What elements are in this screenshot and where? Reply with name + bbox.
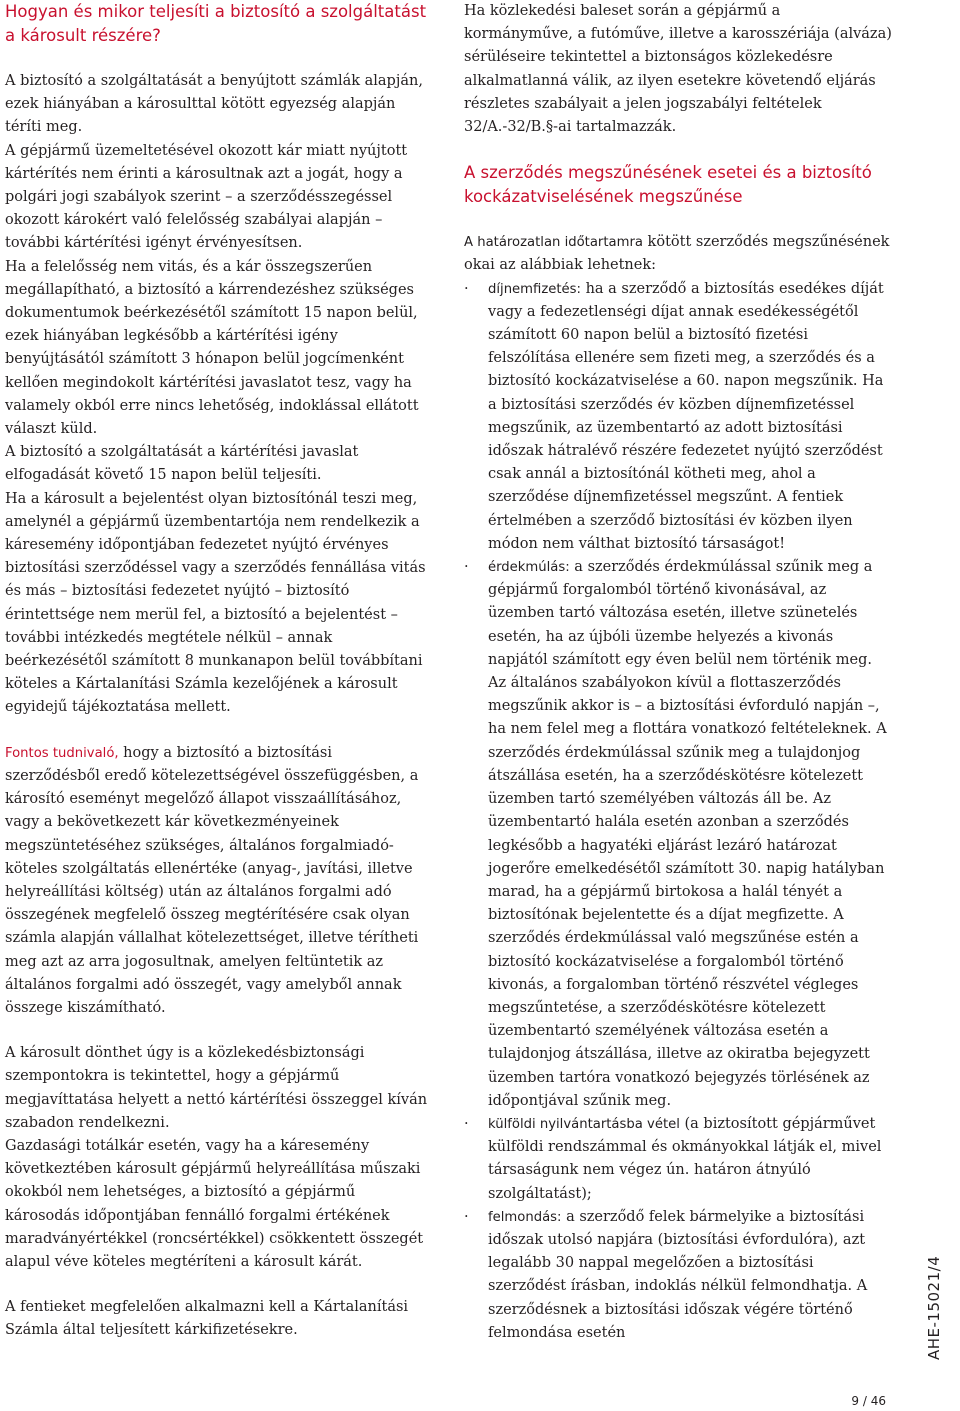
paragraph-important: [5, 742, 430, 1020]
paragraph-basis: A biztosító a szolgáltatását a benyújtott számlák alapján, ezek hiányában a károsulttal kötött egyezség alapján téríti meg.: [5, 73, 423, 136]
left-column: [5, 0, 430, 1343]
termination-list: [464, 278, 892, 1345]
right-column: [464, 0, 892, 1345]
non-payment-label: díjnemfizetés:: [488, 281, 581, 297]
foreign-registration-label: külföldi nyilvántartásba vétel: [488, 1116, 680, 1132]
interest-lapse-text: a szerződés érdekmúlással szűnik meg a gépjármű forgalomból történő kivonásával, az üzemben tartó változása esetén, illetve szünetelés esetén, ha az újbóli üzembe helyezés a kivonás napjától számított egy éven belül nem történik meg.: [488, 559, 873, 668]
cancellation-label: felmondás:: [488, 1209, 562, 1225]
list-item-cancellation: [464, 1206, 892, 1345]
section-heading-termination: A szerződés megszűnésének esetei és a biztosító kockázatviselésének megszűnése: [464, 163, 872, 207]
paragraph-payment-time: A biztosító a szolgáltatását a kártérítési javaslat elfogadását követő 15 napon belül teljesíti.: [5, 444, 359, 484]
interest-lapse-label: érdekmúlás:: [488, 560, 570, 576]
interest-lapse-extra-text: Az általános szabályokon kívül a flottaszerződés megszűnik akkor is – a biztosítási évforduló napján –, ha nem felel meg a flottára vonatkozó feltételeknek. A szerződés érdekmúlással szűnik meg a tulajdonjog átszállása esetén, ha a szerződéskötésre kötelezett üzemben tartó személyében változás áll be. Az üzembentartó halála esetén azonban a szerződés legkésőbb a hagyatéki eljárást lezáró határozat jogerőre emelkedésétől számított 30. napig hatályban marad, ha a gépjármű birtokosa a halál tényét a biztosítónak bejelentette és a díjat megfizette. A szerződés érdekmúlással való megszűnése estén a biztosító kockázatviselése a forgalomból történő kivonás, a forgalomban történő részvétel végleges megszűntetése, a szerződéskötésre kötelezett üzembentartó személyének változása esetén a tulajdonjog átszállása, illetve az okiratba bejegyzett üzemben tartóra vonatkozó bejegyzés törlésének az időpontjával szűnik meg.: [488, 675, 887, 1109]
termination-intro-text: kötött szerződés megszűnésének okai az alábbiak lehetnek:: [464, 234, 890, 274]
paragraph-termination-intro: [464, 231, 892, 277]
paragraph-net-compensation: A károsult dönthet úgy is a közlekedésbiztonsági szempontokra is tekintettel, hogy a gépjármű megjavíttatása helyett a nettó kártérítési összeggel kíván szabadon rendelkezni.: [5, 1045, 428, 1131]
paragraph-forwarding: Ha a károsult a bejelentést olyan biztosítónál teszi meg, amelynél a gépjármű üzembentartója nem rendelkezik a káresemény időpontjában fedezetet nyújtó érvényes biztosítási szerződéssel vagy a szerződés fennállása vitás és más – biztosítási fedezetet nyújtó – biztosító érintettsége nem merül fel, a biztosító a bejelentést – további intézkedés megtétele nélkül – annak beérkezésétől számított 8 munkanapon belül továbbítani köteles a Kártalanítási Számla kezelőjének a károsult egyidejű tájékoztatása mellett.: [5, 490, 426, 716]
list-item-non-payment: [464, 278, 892, 556]
cancellation-text: a szerződő felek bármelyike a biztosítási időszak utolsó napjára (biztosítási évfordulóra), azt legalább 30 nappal megelőzően a biztosítási szerződést írásban, indoklás nélkül felmondhatja. A szerződésnek a biztosítási időszak végére történő felmondása esetén: [488, 1208, 868, 1341]
paragraph-civil-claims: A gépjármű üzemeltetésével okozott kár miatt nyújtott kártérítés nem érinti a károsultnak azt a jogát, hogy a polgári jogi szabályok szerint – a szerződésszegéssel okozott károkért való felelősség szabályai alapján – további kártérítési igényt érvényesítsen.: [5, 142, 408, 252]
foreign-registration-text: (a biztosított gépjárművet külföldi rendszámmal és okmányokkal látják el, mivel társaságunk nem végez ún. határon átnyúló szolgáltatást);: [488, 1115, 882, 1202]
section-heading-payment: Hogyan és mikor teljesíti a biztosító a szolgáltatást a károsult részére?: [5, 2, 427, 45]
page-number: 9 / 46: [851, 1394, 886, 1408]
document-code: AHE-15021/4: [925, 1255, 943, 1360]
list-item-interest-lapse-extra: [464, 672, 892, 1113]
paragraph-deadlines: Ha a felelősség nem vitás, és a kár összegszerűen megállapítható, a biztosító a kárrendezéshez szükséges dokumentumok beérkezésétől számított 15 napon belül, ezek hiányában legkésőbb a kártérítési igény benyújtásától számított 3 hónapon belül jogcímenként kellően megindokolt kártérítési javaslatot tesz, vagy ha valamely okból erre nincs lehetőség, indoklással ellátott választ küld.: [5, 258, 419, 438]
important-text: hogy a biztosító a biztosítási szerződésből eredő kötelezettségével összefüggésben, a károsító eseményt megelőző állapot visszaállításához, vagy a bekövetkezett kár következményeinek megszüntetéséhez szükséges, általános forgalmiadó-köteles szolgáltatás ellenértéke (anyag-, javítási, illetve helyreállítási költség) után az általános forgalmi adó összegének megfelelő összeg megtérítésére csak olyan számla alapján vállalhat kötelezettséget, illetve térítheti meg azt az arra jogosultnak, amelyen feltüntetik az általános forgalmi adó összegét, vagy amelyből annak összege kiszámítható.: [5, 744, 419, 1016]
paragraph-compensation-account: A fentieket megfelelően alkalmazni kell a Kártalanítási Számla által teljesített kárkifizetésekre.: [5, 1299, 409, 1339]
indefinite-term-label: A határozatlan időtartamra: [464, 235, 643, 251]
paragraph-total-loss: Gazdasági totálkár esetén, vagy ha a káresemény következtében károsult gépjármű helyreállítása műszaki okokból nem lehetséges, a biztosító a gépjármű károsodás időpontjában fennálló forgalmi értékének maradványértékkel (roncsértékkel) csökkentett összegét alapul véve köteles megtéríteni a károsult kárát.: [5, 1137, 424, 1270]
list-item-interest-lapse: [464, 556, 892, 672]
paragraph-accident-procedure: Ha közlekedési baleset során a gépjármű a kormányműve, a futóműve, illetve a karosszériája (alváza) sérüléseire tekintettel a biztonságos közlekedésre alkalmatlanná válik, az ilyen esetekre követendő eljárás részletes szabályait a jelen jogszabályi feltételek 32/A.-32/B.§-ai tartalmazzák.: [464, 3, 892, 136]
non-payment-text: ha a szerződő a biztosítás esedékes díját vagy a fedezetlenségi díjat annak esedékességétől számított 60 napon belül a biztosító fizetési felszólítása ellenére sem fizeti meg, a szerződés és a biztosító kockázatviselése a 60. napon megszűnik. Ha a biztosítási szerződés év közben díjnemfizetéssel megszűnik, az üzembentartó az adott biztosítási időszak hátralévő részére fedezetet nyújtó szerződést csak annál a biztosítónál kötheti meg, ahol a szerződése díjnemfizetéssel megszűnt. A fentiek értelmében a szerződő biztosítási év közben ilyen módon nem válthat biztosító társaságot!: [488, 280, 884, 552]
list-item-foreign-registration: [464, 1113, 892, 1206]
important-label: Fontos tudnivaló,: [5, 745, 119, 761]
